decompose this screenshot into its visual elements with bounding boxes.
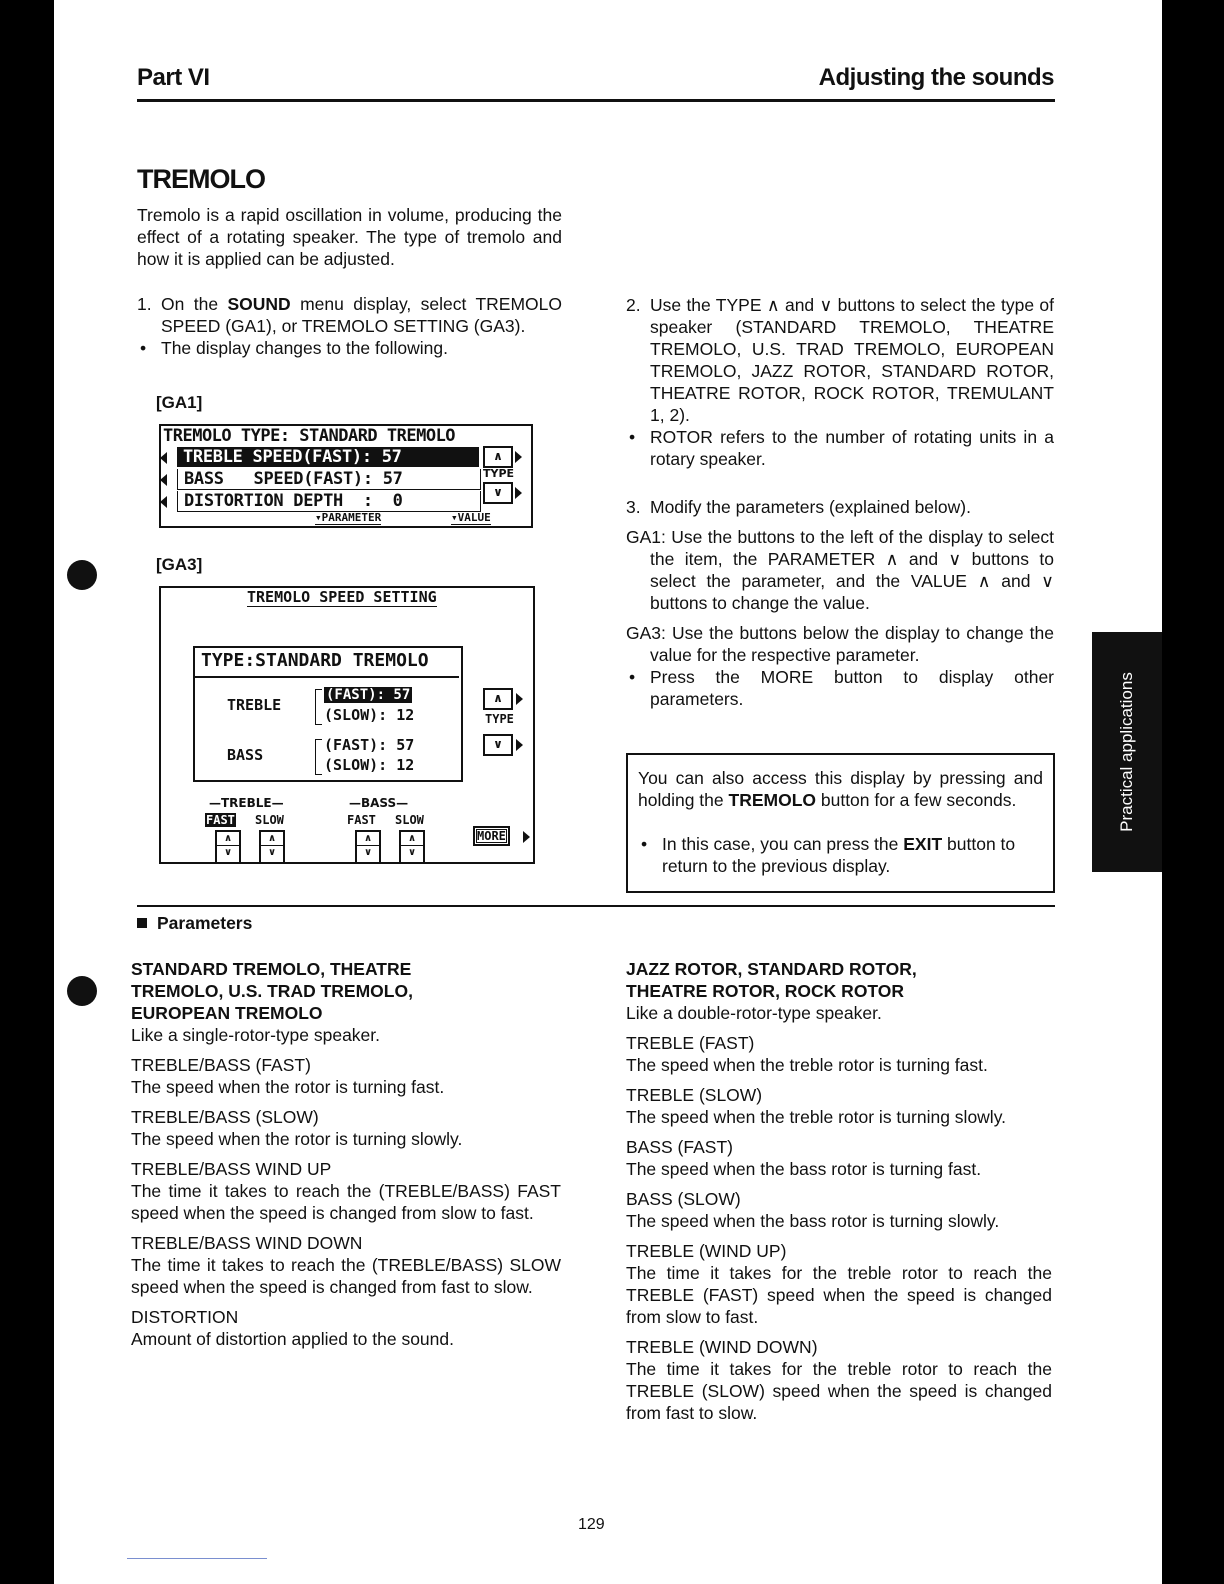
right-item-1 [626, 1084, 1052, 1128]
ga3-bass-label: BASS [227, 746, 264, 764]
parameters-rule [137, 905, 1055, 907]
ga3-bass-group: —BASS— [349, 796, 409, 810]
right-term: BASS (FAST) [626, 1137, 733, 1157]
ga1-row-3: BASS SPEED(FAST): 57 [177, 469, 481, 490]
step-3-ga3-label: GA3: [626, 623, 666, 643]
ga3-treble-slow-tag: SLOW [255, 813, 284, 827]
right-def: The speed when the bass rotor is turning fast. [626, 1159, 982, 1179]
right-def: The speed when the treble rotor is turning fast. [626, 1055, 988, 1075]
binder-hole-top [67, 560, 97, 590]
step-2-num: 2. [626, 295, 641, 315]
up-arrow-icon: ∧ [363, 833, 373, 844]
right-item-3 [626, 1188, 1052, 1232]
down-arrow-icon: ∨ [401, 845, 423, 859]
ga1-type-label: TYPE [483, 467, 515, 480]
ga3-type-line: TYPE:STANDARD TREMOLO [201, 650, 429, 671]
right-term: TREBLE (SLOW) [626, 1085, 763, 1105]
right-item-2 [626, 1136, 1052, 1180]
right-item-0 [626, 1032, 1052, 1076]
up-arrow-icon: ∧ [407, 833, 417, 844]
step-1-bold: SOUND [227, 294, 291, 314]
step-1-bullet [137, 337, 562, 359]
left-term: TREBLE/BASS WIND UP [131, 1159, 332, 1179]
note-pre: You can also access this display by pressing and holding the [638, 768, 1043, 810]
left-item-3 [131, 1232, 561, 1298]
step-1-num: 1. [137, 294, 152, 314]
ga3-label: [GA3] [156, 555, 203, 574]
left-def: The speed when the rotor is turning slowly. [131, 1129, 463, 1149]
ga1-display [159, 424, 533, 528]
step-3-ga3 [626, 622, 1054, 666]
step-3-bullet [626, 666, 1054, 710]
ga3-treble-group: —TREBLE— [209, 796, 284, 810]
step-1-post: menu display, select TREMOLO SPEED (GA1), or TREMOLO SETTING (GA3). [161, 294, 562, 336]
ga1-left-arrow-2 [160, 474, 167, 486]
up-arrow-icon: ∧ [223, 833, 233, 844]
left-desc: Like a single-rotor-type speaker. [131, 1025, 381, 1045]
section-title: TREMOLO [137, 164, 265, 194]
right-def: The time it takes for the treble rotor to reach the TREBLE (FAST) speed when the speed is changed from slow to fast. [626, 1263, 1052, 1327]
right-item-5 [626, 1336, 1052, 1424]
ga3-bass-bracket [315, 739, 322, 775]
step-1-text [137, 293, 562, 337]
note-bullet [638, 833, 1043, 877]
step-1 [137, 293, 562, 359]
right-term: TREBLE (WIND DOWN) [626, 1337, 818, 1357]
binder-hole-bottom [67, 976, 97, 1006]
bullet-icon: • [629, 427, 636, 447]
left-term: TREBLE/BASS WIND DOWN [131, 1233, 363, 1253]
page-number: 129 [578, 1516, 605, 1533]
left-param-column [131, 958, 561, 1358]
step-2-bullet-text: ROTOR refers to the number of rotating units in a rotary speaker. [650, 427, 1054, 469]
step-3-ga3-text: Use the buttons below the display to change the value for the respective parameter. [650, 623, 1054, 665]
down-arrow-icon: ∨ [261, 845, 283, 859]
ga1-parameter-label: ▾PARAMETER [315, 511, 382, 524]
ga3-bass-fast: (FAST): 57 [324, 736, 415, 754]
ga1-row-2: TREBLE SPEED(FAST): 57 [177, 447, 479, 467]
left-term: TREBLE/BASS (SLOW) [131, 1107, 319, 1127]
note-bullet-pre: In this case, you can press the [662, 834, 904, 854]
step-3-ga1 [626, 526, 1054, 614]
left-item-1 [131, 1106, 561, 1150]
ga3-type-up-arrow-icon [516, 693, 523, 705]
right-param-column [626, 958, 1052, 1432]
ga3-type-down-arrow-icon [516, 739, 523, 751]
step-3-bullet-text: Press the MORE button to display other parameters. [650, 667, 1054, 709]
right-def: The speed when the bass rotor is turning slowly. [626, 1211, 1000, 1231]
step-3 [626, 496, 1054, 710]
step-1-bullet-text: The display changes to the following. [161, 338, 448, 358]
right-desc: Like a double-rotor-type speaker. [626, 1003, 882, 1023]
ga1-type-down-arrow-icon [515, 487, 522, 499]
step-2-body: Use the TYPE ∧ and ∨ buttons to select the type of speaker (STANDARD TREMOLO, THEATRE TREMOLO, U.S. TRAD TREMOLO, EUROPEAN TREMOLO, JAZZ ROTOR, STANDARD ROTOR, THEATRE ROTOR, ROCK ROTOR, TREMULANT 1, 2). [650, 295, 1054, 425]
ga3-bass-slow-tag: SLOW [395, 813, 424, 827]
ga3-type-down-button[interactable]: ∨ [483, 734, 513, 756]
right-def: The time it takes for the treble rotor to reach the TREBLE (SLOW) speed when the speed is changed from fast to slow. [626, 1359, 1052, 1423]
left-def: Amount of distortion applied to the sound. [131, 1329, 454, 1349]
right-term: BASS (SLOW) [626, 1189, 741, 1209]
left-term: TREBLE/BASS (FAST) [131, 1055, 311, 1075]
step-3-body: Modify the parameters (explained below). [650, 497, 971, 517]
treble-slow-updown-button[interactable] [259, 830, 285, 864]
left-def: The time it takes to reach the (TREBLE/BASS) SLOW speed when the speed is changed from fast to slow. [131, 1255, 561, 1297]
bottom-edge-line [127, 1558, 267, 1559]
ga3-type-label: TYPE [485, 712, 514, 726]
side-tab-label: Practical applications [1117, 672, 1136, 832]
ga1-left-arrow-3 [160, 496, 167, 508]
bullet-icon: • [629, 667, 636, 687]
ga3-treble-fast[interactable]: (FAST): 57 [326, 687, 411, 703]
right-term: TREBLE (WIND UP) [626, 1241, 787, 1261]
ga3-more-arrow-icon [523, 831, 530, 843]
left-item-2 [131, 1158, 561, 1224]
treble-fast-updown-button[interactable] [215, 830, 241, 864]
step-3-ga1-label: GA1: [626, 527, 666, 547]
ga3-title: TREMOLO SPEED SETTING [247, 588, 437, 606]
right-def: The speed when the treble rotor is turning slowly. [626, 1107, 1007, 1127]
right-heading: JAZZ ROTOR, STANDARD ROTOR, THEATRE ROTOR, ROCK ROTOR [626, 959, 917, 1001]
ga3-bass-slow: (SLOW): 12 [324, 756, 415, 774]
step-3-num: 3. [626, 497, 641, 517]
ga3-more-button[interactable]: MORE [473, 826, 510, 846]
step-2-text [626, 294, 1054, 426]
right-item-4 [626, 1240, 1052, 1328]
note-text [638, 767, 1043, 811]
ga3-display [159, 586, 535, 864]
left-term: DISTORTION [131, 1307, 239, 1327]
ga1-value-label: ▾VALUE [451, 511, 491, 524]
ga1-row-4: DISTORTION DEPTH : 0 [177, 491, 481, 512]
ga1-type-up-arrow-icon [515, 451, 522, 463]
left-item-4 [131, 1306, 561, 1350]
note-bullet-post: button to return to the previous display. [662, 834, 1016, 876]
bass-slow-updown-button[interactable] [399, 830, 425, 864]
right-term: TREBLE (FAST) [626, 1033, 755, 1053]
left-heading: STANDARD TREMOLO, THEATRE TREMOLO, U.S. TRAD TREMOLO, EUROPEAN TREMOLO [131, 959, 413, 1023]
side-tab [1092, 632, 1162, 872]
up-arrow-icon: ∧ [267, 833, 277, 844]
ga1-type-up-button[interactable]: ∧ [483, 446, 513, 468]
step-3-text [626, 496, 1054, 518]
step-2-bullet [626, 426, 1054, 470]
header-part: Part VI [137, 64, 210, 91]
parameters-square-icon [137, 918, 147, 928]
note-post: button for a few seconds. [816, 790, 1017, 810]
left-def: The speed when the rotor is turning fast. [131, 1077, 445, 1097]
ga1-type-down-button[interactable]: ∨ [483, 482, 513, 504]
left-def: The time it takes to reach the (TREBLE/BASS) FAST speed when the speed is changed from slow to fast. [131, 1181, 561, 1223]
ga3-type-divider [195, 676, 459, 678]
step-3-ga1-text: Use the buttons to the left of the display to select the item, the PARAMETER ∧ and ∨ buttons to select the parameter, and the VALUE ∧ and ∨ buttons to change the value. [650, 527, 1054, 613]
step-1-pre: On the [161, 294, 228, 314]
note-bullet-bold: EXIT [903, 834, 943, 854]
down-arrow-icon: ∨ [357, 845, 379, 859]
bullet-icon: • [140, 338, 147, 358]
ga3-treble-fast-tag: FAST [206, 813, 235, 827]
ga1-label: [GA1] [156, 393, 203, 412]
note-bullet-item [638, 833, 1043, 877]
header-title: Adjusting the sounds [818, 64, 1054, 91]
intro-text: Tremolo is a rapid oscillation in volume, producing the effect of a rotating speaker. The type of tremolo and how it is applied can be adjusted. [137, 205, 562, 269]
ga3-bass-fast-tag: FAST [347, 813, 376, 827]
left-item-0 [131, 1054, 561, 1098]
bullet-icon: • [641, 834, 648, 854]
step-2 [626, 294, 1054, 470]
note-box [626, 753, 1055, 893]
ga1-left-arrow-1 [160, 452, 167, 464]
parameters-heading: Parameters [157, 913, 253, 933]
down-arrow-icon: ∨ [217, 845, 239, 859]
bass-fast-updown-button[interactable] [355, 830, 381, 864]
note-bold: TREMOLO [728, 790, 816, 810]
header-rule [137, 99, 1055, 102]
ga3-treble-slow: (SLOW): 12 [324, 706, 415, 724]
ga3-type-up-button[interactable]: ∧ [483, 688, 513, 710]
ga3-treble-label: TREBLE [227, 696, 282, 714]
ga1-row-1: TREMOLO TYPE: STANDARD TREMOLO [163, 426, 456, 446]
ga3-treble-bracket [315, 689, 322, 725]
